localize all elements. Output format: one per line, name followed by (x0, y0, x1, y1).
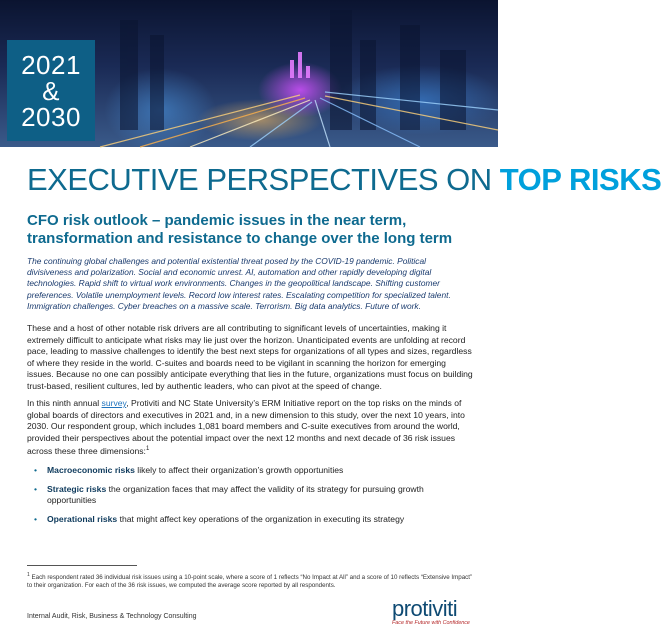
badge-year-2030: 2030 (21, 102, 81, 132)
logo-wordmark: protiviti (392, 596, 458, 621)
bullet-text: likely to affect their organization’s growth opportunities (134, 465, 344, 475)
para2-text-before: In this ninth annual (27, 398, 102, 408)
footnote-ref: 1 (145, 446, 150, 452)
bullet-bold-label: Macroeconomic risks (47, 465, 135, 475)
list-item (34, 465, 474, 477)
title-part-1: EXECUTIVE PERSPECTIVES ON (27, 162, 500, 197)
footer-text: Internal Audit, Risk, Business & Technology Consulting (27, 613, 197, 620)
subtitle: CFO risk outlook – pandemic issues in the near term, transformation and resistance to change over the long term (27, 212, 453, 247)
bullet-bold-label: Operational risks (47, 513, 118, 524)
title-part-2: TOP RISKS (499, 162, 661, 197)
risk-dimension-list (34, 465, 474, 532)
page-title (27, 162, 661, 197)
para2-text-after: , Protiviti and NC State University’s ERM Initiative report on the top risks on the minds of global boards of directors and executives in 2021 and, in a new dimension to this study, over the next 10 years, into 2030. Our respondent group, which includes 1,081 board members and C-suite executives from around the world, provided their perspectives about the potential impact over the next 12 months and next decade of 36 risk issues across these three dimensions: (27, 398, 465, 456)
year-badge (7, 40, 95, 141)
cover-image (0, 0, 498, 147)
logo-tagline: Face the Future with Confidence (392, 620, 470, 626)
footnote-number: 1 (27, 572, 30, 578)
body-paragraph-2 (27, 398, 473, 457)
badge-ampersand: & (42, 76, 60, 106)
bullet-icon: • (34, 483, 38, 494)
footnote (27, 571, 477, 590)
survey-link[interactable]: survey (101, 398, 127, 408)
bullet-bold-label: Strategic risks (47, 483, 107, 494)
bullet-text: that might affect key operations of the organization in executing its strategy (117, 513, 405, 524)
footnote-text: Each respondent rated 36 individual risk issues using a 10-point scale, where a score of 1 reflects “No Impact at All” and a score of 10 reflects “Extensive Impact” to their organization. For each of the 36 risk issues, we computed the average score reported by all respondents. (27, 574, 473, 590)
badge-year-2021: 2021 (21, 50, 81, 80)
protiviti-logo (392, 596, 482, 626)
intro-paragraph: The continuing global challenges and potential existential threat posed by the COVID-19 pandemic. Political divisiveness and polarization. Social and economic unrest. AI, automation and other rapidly developing digital technologies. Rapid shift to virtual work environments. Changes in the geopolitical landscape. Shifting customer preferences. Volatile unemployment levels. Record low interest rates. Escalating competition for specialized talent. Immigration challenges. Cyber breaches on a massive scale. Terrorism. Big data analytics. Future of work. (27, 256, 451, 311)
bullet-text: the organization faces that may affect the validity of its strategy for pursuing growth opportunities (47, 483, 424, 505)
body-paragraph-1: These and a host of other notable risk drivers are all contributing to significant levels of uncertainties, making it extremely difficult to anticipate what risks may lie just over the horizon. Unanticipated events are unfolding at record pace, leading to massive challenges to identify the best next steps for organizations of all types and sizes, regardless of where they reside in the world. C-suites and boards need to be vigilant in scanning the horizon for emerging issues. Because no one can possibly anticipate everything that lies in the future, organizations must focus on building trust-based, resilient cultures, led by authentic leaders, who can pivot at the speed of change. (27, 323, 473, 391)
bullet-icon: • (34, 513, 38, 524)
bullet-icon: • (34, 465, 38, 475)
footnote-divider (27, 565, 137, 566)
list-item (34, 514, 474, 526)
list-item (34, 484, 474, 507)
